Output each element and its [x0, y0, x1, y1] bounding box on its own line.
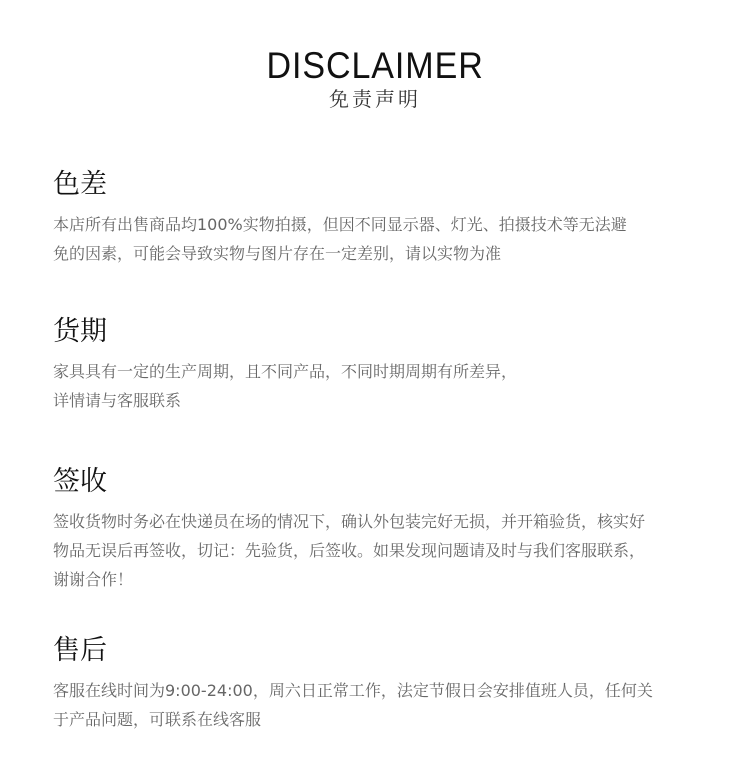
section-line: 免的因素，可能会导致实物与图片存在一定差别，请以实物为准: [53, 244, 502, 263]
section-line: 详情请与客服联系: [53, 391, 182, 410]
section-body: [53, 210, 713, 268]
section-line: 谢谢合作！: [53, 570, 134, 589]
section-line: 家具具有一定的生产周期，且不同产品，不同时期周期有所差异，: [53, 362, 518, 381]
section-delivery-time: [53, 315, 713, 415]
section-line: 于产品问题，可联系在线客服: [53, 710, 262, 729]
disclaimer-header: [0, 44, 750, 112]
section-sign-for-receipt: [53, 465, 713, 594]
section-line: 本店所有出售商品均100%实物拍摄，但因不同显示器、灯光、拍摄技术等无法避: [53, 215, 627, 234]
section-title: 色差: [53, 169, 107, 200]
section-line: 物品无误后再签收，切记：先验货，后签收。如果发现问题请及时与我们客服联系，: [53, 541, 646, 560]
section-line: 签收货物时务必在快递员在场的情况下，确认外包装完好无损，并开箱验货，核实好: [53, 512, 646, 531]
section-color-difference: [53, 168, 713, 268]
section-body: [53, 507, 713, 594]
section-body: [53, 357, 713, 415]
section-body: [53, 676, 713, 734]
section-title: 售后: [53, 635, 107, 666]
page-title: DISCLAIMER: [266, 45, 484, 86]
section-title: 签收: [53, 466, 107, 497]
section-title: 货期: [53, 316, 107, 347]
section-after-sales: [53, 634, 713, 734]
section-line: 客服在线时间为9:00-24:00，周六日正常工作，法定节假日会安排值班人员，任何关: [53, 681, 653, 700]
page-subtitle: 免责声明: [329, 87, 421, 111]
